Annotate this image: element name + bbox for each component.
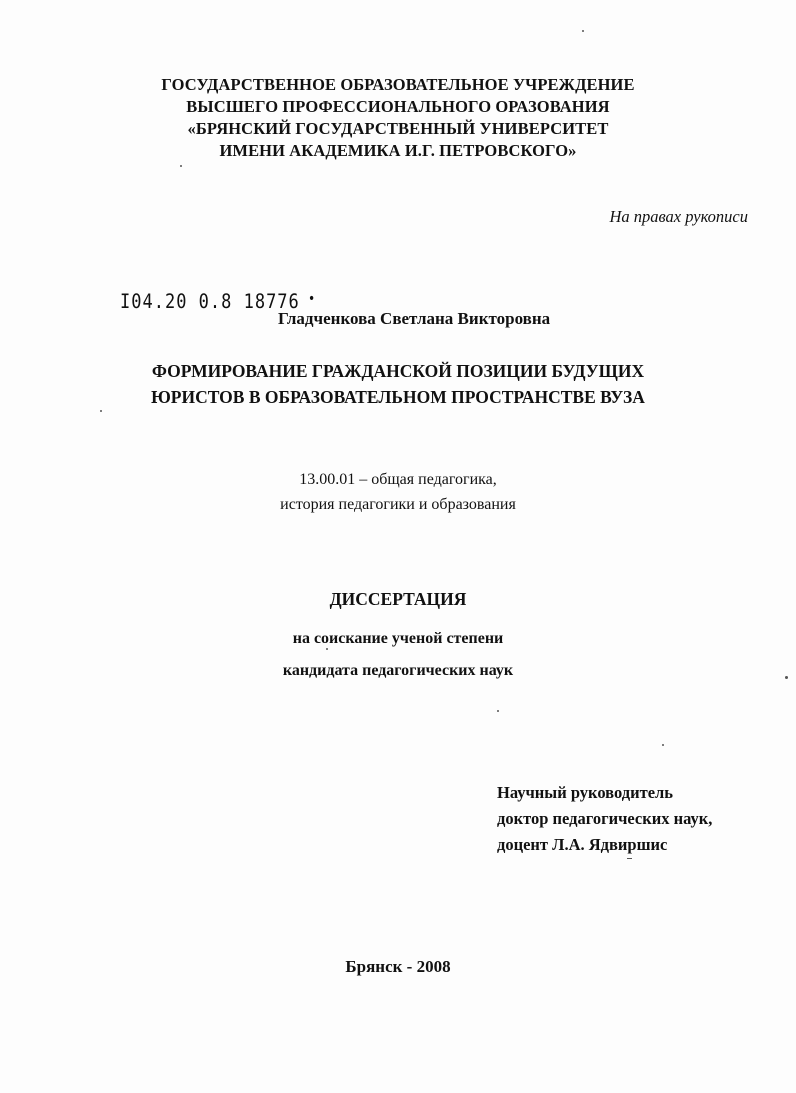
- specialty-line: 13.00.01 – общая педагогика,: [299, 471, 497, 488]
- scan-speck: [662, 744, 664, 746]
- institution-line: ВЫСШЕГО ПРОФЕССИОНАЛЬНОГО ОРАЗОВАНИЯ: [186, 97, 610, 116]
- title-line: ФОРМИРОВАНИЕ ГРАЖДАНСКОЙ ПОЗИЦИИ БУДУЩИХ: [151, 361, 645, 381]
- institution-line: «БРЯНСКИЙ ГОСУДАРСТВЕННЫЙ УНИВЕРСИТЕТ: [187, 119, 609, 138]
- degree-line: кандидата педагогических наук: [282, 662, 514, 679]
- scan-speck: [100, 410, 102, 412]
- city-year: Брянск - 2008: [345, 957, 451, 976]
- scan-speck: [627, 858, 632, 859]
- document-type: ДИССЕРТАЦИЯ: [329, 589, 467, 609]
- scan-speck: [497, 710, 499, 712]
- title-line: ЮРИСТОВ В ОБРАЗОВАТЕЛЬНОМ ПРОСТРАНСТВЕ ВУЗА: [151, 387, 645, 407]
- scan-speck: [326, 648, 328, 650]
- specialty-code: [0, 467, 796, 517]
- specialty-line: история педагогики и образования: [280, 496, 516, 513]
- author-name: Гладченкова Светлана Викторовна: [278, 309, 551, 328]
- scan-speck: [582, 30, 584, 32]
- supervisor-line: доктор педагогических наук,: [497, 809, 713, 828]
- institution-line: ГОСУДАРСТВЕННОЕ ОБРАЗОВАТЕЛЬНОЕ УЧРЕЖДЕНИЕ: [161, 75, 635, 94]
- scan-speck: [785, 676, 788, 679]
- library-stamp-number: I04.20 0.8 18776 •: [120, 290, 317, 314]
- degree-line: на соискание ученой степени: [292, 630, 504, 647]
- library-stamp-text: 04.20 0.8 18776: [131, 290, 300, 314]
- supervisor-line: Научный руководитель: [497, 783, 673, 802]
- institution-line: ИМЕНИ АКАДЕМИКА И.Г. ПЕТРОВСКОГО»: [219, 141, 577, 160]
- supervisor-line: доцент Л.А. Ядвиршис: [497, 835, 668, 854]
- institution-header: [0, 74, 796, 162]
- degree-statement: [0, 623, 796, 687]
- dissertation-title: [0, 358, 796, 410]
- scan-speck: [180, 165, 182, 167]
- manuscript-rights-note: На правах рукописи: [609, 207, 748, 226]
- scientific-supervisor: [497, 780, 712, 858]
